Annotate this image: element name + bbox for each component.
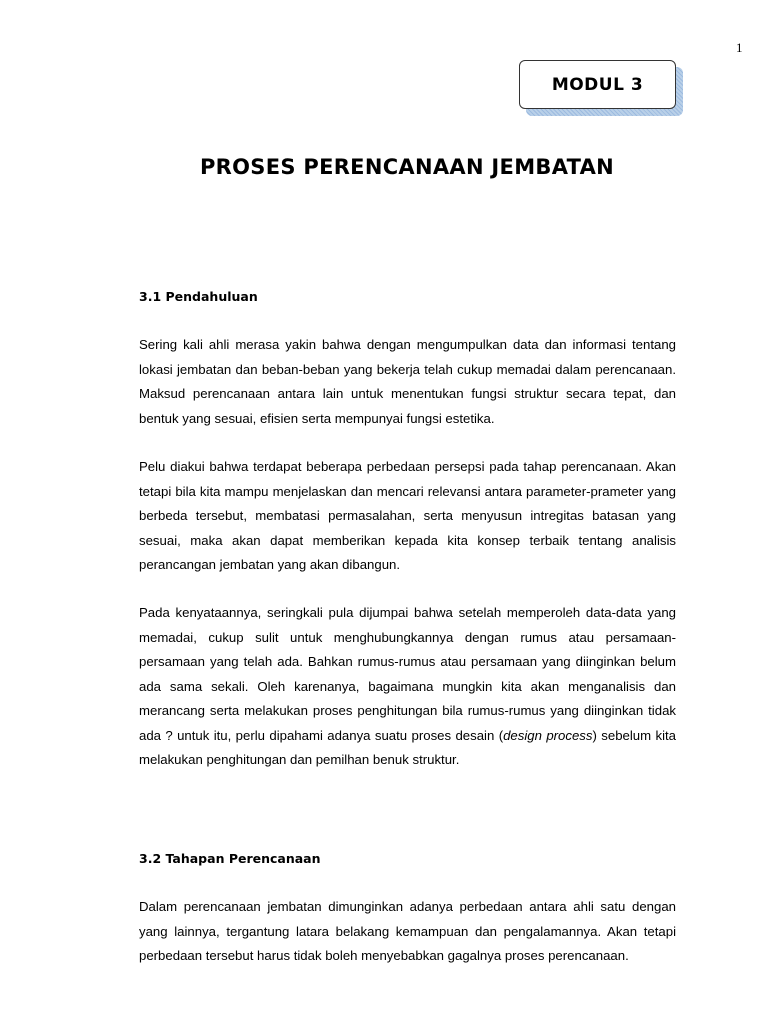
page-number: 1	[736, 40, 743, 55]
section-heading-tahapan-perencanaan: 3.2 Tahapan Perencanaan	[139, 851, 321, 866]
paragraph: Dalam perencanaan jembatan dimunginkan adanya perbedaan antara ahli satu dengan yang lainnya, tergantung latara belakang kemampuan dan pengalamannya. Akan tetapi perbedaan tersebut harus tidak boleh menyebabkan gagalnya proses perencanaan.	[139, 899, 676, 963]
paragraph: Pelu diakui bahwa terdapat beberapa perbedaan persepsi pada tahap perencanaan. Akan tetapi bila kita mampu menjelaskan dan mencari relevansi antara parameter-prameter yang berbeda tersebut, membatasi permasalahan, serta menyusun intregitas batasan yang sesuai, maka akan dapat memberikan kepada kita konsep terbaik tentang analisis perancangan jembatan yang akan dibangun.	[139, 459, 676, 572]
paragraph-text: Pada kenyataannya, seringkali pula dijumpai bahwa setelah memperoleh data-data yang memadai, cukup sulit untuk menghubungkannya dengan rumus atau persamaan-persamaan yang telah ada. Bahkan rumus-rumus atau persamaan yang diinginkan belum ada sama sekali. Oleh karenanya, bagaimana mungkin kita akan menganalisis dan merancang serta melakukan proses penghitungan bila rumus-rumus yang diinginkan tidak ada ? untuk itu, perlu dipahami adanya suatu proses desain (	[139, 605, 676, 743]
paragraph	[139, 601, 676, 773]
module-label-box	[519, 60, 676, 109]
paragraph: Sering kali ahli merasa yakin bahwa dengan mengumpulkan data dan informasi tentang lokasi jembatan dan beban-beban yang bekerja telah cukup memadai dalam perencanaan. Maksud perencanaan antara lain untuk menentukan fungsi struktur secara tepat, dan bentuk yang sesuai, efisien serta mempunyai fungsi estetika.	[139, 337, 676, 426]
paragraph-text: ) sebelum kita melakukan penghitungan dan pemilhan benuk struktur.	[139, 727, 676, 767]
module-label: MODUL 3	[519, 60, 676, 109]
section-heading-pendahuluan: 3.1 Pendahuluan	[139, 289, 258, 304]
italic-term: design process	[503, 727, 593, 743]
document-title: PROSES PERENCANAAN JEMBATAN	[199, 155, 615, 179]
